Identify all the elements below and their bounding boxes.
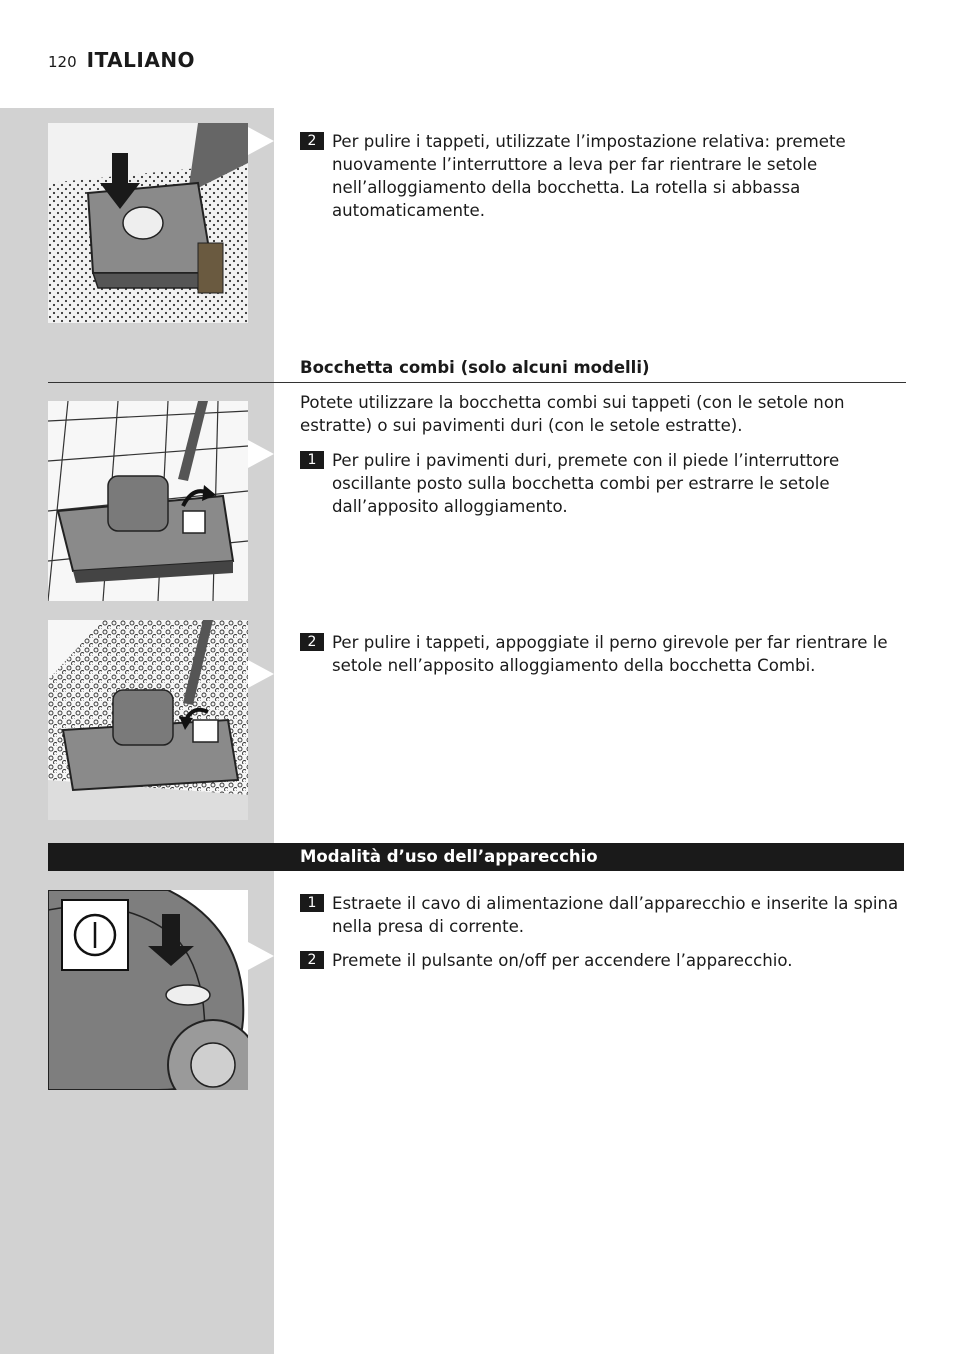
power-button-drawing [48,890,248,1090]
step-text: Per pulire i tappeti, utilizzate l’impostazione relativa: premete nuovamente l’interruttore a leva per far rientrare le setole nell’alloggiamento della bocchetta. La rotella si abbassa automaticamente. [332,132,846,220]
step-number-badge: 1 [300,451,324,469]
step-number-badge: 2 [300,951,324,969]
illustration-nozzle-carpet-lever [48,123,248,323]
step-text: Per pulire i tappeti, appoggiate il perno girevole per far rientrare le setole nell’apposito alloggiamento della bocchetta Combi. [332,633,888,675]
section-title-usage: Modalità d’uso dell’apparecchio [300,847,598,866]
step-combi-carpet [300,631,904,677]
step-text: Estraete il cavo di alimentazione dall’apparecchio e inserite la spina nella presa di corrente. [332,894,899,936]
section-divider [48,382,906,383]
page-header [48,48,195,72]
step-carpet-lever [300,130,904,222]
section-bar-usage [48,843,904,871]
illustration-pointer [248,440,274,468]
step-plug-in [300,892,904,938]
step-switch-on [300,949,904,972]
illustration-pointer [248,942,274,970]
illustration-pointer [248,660,274,688]
page-number: 120 [48,53,77,71]
illustration-power-button [48,890,248,1090]
illustration-combi-hard-floor [48,401,248,601]
step-number-badge: 1 [300,894,324,912]
step-number-badge: 2 [300,633,324,651]
nozzle-carpet-lever-drawing [48,123,248,323]
step-number-badge: 2 [300,132,324,150]
step-text: Per pulire i pavimenti duri, premete con il piede l’interruttore oscillante posto sulla bocchetta combi per estrarre le setole dall’apposito alloggiamento. [332,451,840,516]
illustration-combi-carpet [48,620,248,820]
step-text: Premete il pulsante on/off per accendere l’apparecchio. [332,951,793,970]
step-combi-hard-floor [300,449,904,518]
section-title-combi: Bocchetta combi (solo alcuni modelli) [300,358,650,377]
page-language-title: ITALIANO [86,48,196,72]
combi-intro-paragraph: Potete utilizzare la bocchetta combi sui tappeti (con le setole non estratte) o sui pavimenti duri (con le setole estratte). [300,393,845,435]
combi-carpet-drawing [48,620,248,820]
combi-hard-floor-drawing [48,401,248,601]
illustration-pointer [248,127,274,155]
